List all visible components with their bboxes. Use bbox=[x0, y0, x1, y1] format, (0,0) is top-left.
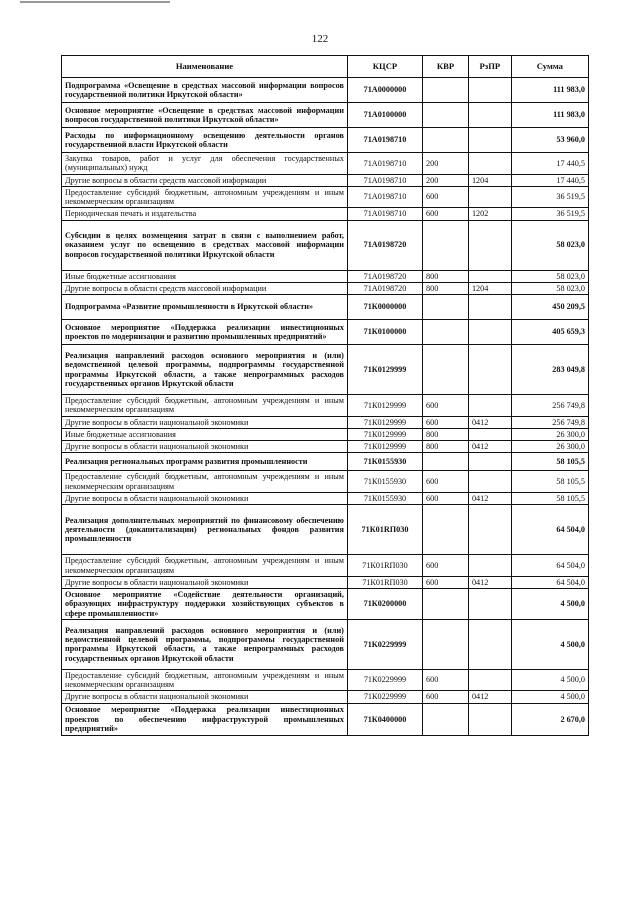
cell-kcsr: 71А0000000 bbox=[347, 78, 422, 103]
cell-rzpr bbox=[468, 295, 511, 320]
cell-name: Предоставление субсидий бюджетным, автономным учреждениям и иным некоммерческим организациям bbox=[62, 555, 348, 577]
cell-name: Подпрограмма «Развитие промышленности в Иркутской области» bbox=[62, 295, 348, 320]
cell-kcsr: 71А0198720 bbox=[347, 282, 422, 294]
cell-kvr bbox=[423, 703, 469, 735]
table-row bbox=[62, 416, 589, 428]
cell-kvr: 600 bbox=[423, 669, 469, 691]
cell-kvr: 800 bbox=[423, 270, 469, 282]
cell-name: Предоставление субсидий бюджетным, автономным учреждениям и иным некоммерческим организациям bbox=[62, 669, 348, 691]
cell-kvr: 600 bbox=[423, 576, 469, 588]
cell-rzpr bbox=[468, 345, 511, 395]
table-row bbox=[62, 471, 589, 493]
cell-kcsr: 71А0198710 bbox=[347, 208, 422, 220]
cell-kcsr: 71К0155930 bbox=[347, 453, 422, 471]
cell-sum: 64 504,0 bbox=[511, 576, 588, 588]
cell-kcsr: 71К0129999 bbox=[347, 441, 422, 453]
cell-name: Другие вопросы в области национальной экономики bbox=[62, 492, 348, 504]
table-row bbox=[62, 555, 589, 577]
header-name: Наименование bbox=[62, 56, 348, 78]
cell-sum: 53 960,0 bbox=[511, 128, 588, 153]
cell-name: Основное мероприятие «Поддержка реализации инвестиционных проектов по модернизации и развитию промышленных предприятий» bbox=[62, 320, 348, 345]
header-sum: Сумма bbox=[511, 56, 588, 78]
cell-kvr bbox=[423, 345, 469, 395]
cell-kvr bbox=[423, 103, 469, 128]
cell-kcsr: 71К0200000 bbox=[347, 589, 422, 620]
cell-kvr bbox=[423, 589, 469, 620]
cell-kvr bbox=[423, 619, 469, 669]
cell-kvr: 600 bbox=[423, 471, 469, 493]
cell-rzpr bbox=[468, 453, 511, 471]
cell-kcsr: 71К0129999 bbox=[347, 395, 422, 417]
cell-rzpr bbox=[468, 703, 511, 735]
cell-kcsr: 71К0000000 bbox=[347, 295, 422, 320]
scan-artifact-line bbox=[20, 1, 170, 3]
cell-rzpr bbox=[468, 555, 511, 577]
cell-sum: 450 209,5 bbox=[511, 295, 588, 320]
cell-kcsr: 71А0198710 bbox=[347, 186, 422, 208]
cell-kvr bbox=[423, 453, 469, 471]
cell-sum: 58 023,0 bbox=[511, 270, 588, 282]
table-header-row bbox=[62, 56, 589, 78]
table-row bbox=[62, 220, 589, 270]
cell-name: Реализация направлений расходов основного мероприятия и (или) ведомственной целевой программы, подпрограммы государственной программы Иркутской области, а также непрограммных расходов государственных органов Иркутской области bbox=[62, 345, 348, 395]
cell-kvr: 600 bbox=[423, 416, 469, 428]
cell-sum: 26 300,0 bbox=[511, 428, 588, 440]
cell-rzpr bbox=[468, 220, 511, 270]
cell-sum: 256 749,8 bbox=[511, 395, 588, 417]
cell-rzpr bbox=[468, 428, 511, 440]
cell-name: Субсидии в целях возмещения затрат в связи с выполнением работ, оказанием услуг по освещению в средствах массовой информации вопросов государственной политики Иркутской области bbox=[62, 220, 348, 270]
cell-kcsr: 71К0100000 bbox=[347, 320, 422, 345]
cell-name: Основное мероприятие «Содействие деятельности организаций, образующих инфраструктуру поддержки хозяйствующих субъектов в сфере промышленности» bbox=[62, 589, 348, 620]
cell-sum: 283 049,8 bbox=[511, 345, 588, 395]
cell-kcsr: 71А0198710 bbox=[347, 174, 422, 186]
cell-rzpr bbox=[468, 320, 511, 345]
cell-name: Реализация дополнительных мероприятий по финансовому обеспечению деятельности (докапитализации) региональных фондов развития промышленности bbox=[62, 505, 348, 555]
cell-kvr: 600 bbox=[423, 555, 469, 577]
cell-sum: 17 440,5 bbox=[511, 174, 588, 186]
cell-name: Закупка товаров, работ и услуг для обеспечения государственных (муниципальных) нужд bbox=[62, 153, 348, 175]
table-row bbox=[62, 282, 589, 294]
table-row bbox=[62, 103, 589, 128]
cell-sum: 58 105,5 bbox=[511, 471, 588, 493]
cell-rzpr: 0412 bbox=[468, 441, 511, 453]
cell-kvr: 800 bbox=[423, 428, 469, 440]
cell-rzpr bbox=[468, 270, 511, 282]
cell-rzpr bbox=[468, 471, 511, 493]
cell-rzpr: 0412 bbox=[468, 691, 511, 703]
cell-kcsr: 71К0229999 bbox=[347, 619, 422, 669]
cell-sum: 405 659,3 bbox=[511, 320, 588, 345]
cell-kvr bbox=[423, 320, 469, 345]
table-row bbox=[62, 619, 589, 669]
cell-name: Расходы по информационному освещению деятельности органов государственной власти Иркутской области bbox=[62, 128, 348, 153]
cell-kcsr: 71К0129999 bbox=[347, 345, 422, 395]
table-row bbox=[62, 395, 589, 417]
table-row bbox=[62, 691, 589, 703]
cell-rzpr bbox=[468, 128, 511, 153]
cell-name: Другие вопросы в области средств массовой информации bbox=[62, 174, 348, 186]
cell-kvr: 600 bbox=[423, 186, 469, 208]
table-row bbox=[62, 78, 589, 103]
table-row bbox=[62, 320, 589, 345]
cell-rzpr: 0412 bbox=[468, 416, 511, 428]
cell-sum: 4 500,0 bbox=[511, 691, 588, 703]
cell-kcsr: 71А0198710 bbox=[347, 128, 422, 153]
cell-kcsr: 71К0155930 bbox=[347, 492, 422, 504]
cell-kcsr: 71К0155930 bbox=[347, 471, 422, 493]
cell-kvr: 600 bbox=[423, 691, 469, 703]
cell-name: Предоставление субсидий бюджетным, автономным учреждениям и иным некоммерческим организациям bbox=[62, 395, 348, 417]
cell-rzpr bbox=[468, 153, 511, 175]
header-kcsr: КЦСР bbox=[347, 56, 422, 78]
cell-kcsr: 71К01RП030 bbox=[347, 555, 422, 577]
cell-sum: 111 983,0 bbox=[511, 78, 588, 103]
cell-sum: 4 500,0 bbox=[511, 589, 588, 620]
cell-kvr bbox=[423, 505, 469, 555]
cell-kvr: 600 bbox=[423, 208, 469, 220]
cell-name: Иные бюджетные ассигнования bbox=[62, 428, 348, 440]
cell-rzpr: 0412 bbox=[468, 492, 511, 504]
cell-kcsr: 71А0198720 bbox=[347, 220, 422, 270]
cell-kcsr: 71А0198720 bbox=[347, 270, 422, 282]
cell-name: Периодическая печать и издательства bbox=[62, 208, 348, 220]
cell-name: Предоставление субсидий бюджетным, автономным учреждениям и иным некоммерческим организациям bbox=[62, 471, 348, 493]
table-row bbox=[62, 428, 589, 440]
table-row bbox=[62, 295, 589, 320]
cell-kvr bbox=[423, 220, 469, 270]
cell-kcsr: 71К01RП030 bbox=[347, 576, 422, 588]
cell-name: Другие вопросы в области национальной экономики bbox=[62, 691, 348, 703]
cell-rzpr bbox=[468, 103, 511, 128]
table-body bbox=[62, 78, 589, 736]
cell-kvr: 800 bbox=[423, 441, 469, 453]
cell-rzpr bbox=[468, 395, 511, 417]
cell-kvr bbox=[423, 295, 469, 320]
cell-sum: 2 670,0 bbox=[511, 703, 588, 735]
cell-name: Основное мероприятие «Освещение в средствах массовой информации вопросов государственной политики Иркутской области» bbox=[62, 103, 348, 128]
cell-sum: 26 300,0 bbox=[511, 441, 588, 453]
table-row bbox=[62, 453, 589, 471]
cell-name: Другие вопросы в области национальной экономики bbox=[62, 576, 348, 588]
table-row bbox=[62, 669, 589, 691]
cell-rzpr bbox=[468, 669, 511, 691]
table-row bbox=[62, 270, 589, 282]
cell-sum: 4 500,0 bbox=[511, 669, 588, 691]
cell-rzpr bbox=[468, 505, 511, 555]
cell-rzpr bbox=[468, 78, 511, 103]
cell-rzpr bbox=[468, 186, 511, 208]
page-number: 122 bbox=[311, 33, 329, 45]
table-row bbox=[62, 174, 589, 186]
cell-name: Предоставление субсидий бюджетным, автономным учреждениям и иным некоммерческим организациям bbox=[62, 186, 348, 208]
cell-name: Другие вопросы в области средств массовой информации bbox=[62, 282, 348, 294]
cell-rzpr: 1204 bbox=[468, 282, 511, 294]
cell-kvr: 600 bbox=[423, 395, 469, 417]
table-row bbox=[62, 441, 589, 453]
cell-sum: 17 440,5 bbox=[511, 153, 588, 175]
cell-name: Основное мероприятие «Поддержка реализации инвестиционных проектов по обеспечению инфраструктурой промышленных предприятий» bbox=[62, 703, 348, 735]
cell-sum: 58 023,0 bbox=[511, 220, 588, 270]
cell-kvr bbox=[423, 78, 469, 103]
header-rzpr: РзПР bbox=[468, 56, 511, 78]
cell-kcsr: 71К0129999 bbox=[347, 428, 422, 440]
cell-sum: 36 519,5 bbox=[511, 208, 588, 220]
cell-name: Подпрограмма «Освещение в средствах массовой информации вопросов государственной политики Иркутской области» bbox=[62, 78, 348, 103]
cell-sum: 36 519,5 bbox=[511, 186, 588, 208]
cell-kvr: 200 bbox=[423, 153, 469, 175]
cell-kcsr: 71К0129999 bbox=[347, 416, 422, 428]
cell-rzpr: 1204 bbox=[468, 174, 511, 186]
cell-kvr: 800 bbox=[423, 282, 469, 294]
cell-kvr bbox=[423, 128, 469, 153]
cell-sum: 256 749,8 bbox=[511, 416, 588, 428]
cell-name: Реализация направлений расходов основного мероприятия и (или) ведомственной целевой программы, подпрограммы государственной программы Иркутской области, а также непрограммных расходов государственных органов Иркутской области bbox=[62, 619, 348, 669]
cell-name: Реализация региональных программ развития промышленности bbox=[62, 453, 348, 471]
table-row bbox=[62, 128, 589, 153]
table-row bbox=[62, 208, 589, 220]
cell-name: Другие вопросы в области национальной экономики bbox=[62, 416, 348, 428]
table-row bbox=[62, 703, 589, 735]
cell-rzpr: 0412 bbox=[468, 576, 511, 588]
cell-kcsr: 71А0100000 bbox=[347, 103, 422, 128]
cell-sum: 4 500,0 bbox=[511, 619, 588, 669]
cell-kcsr: 71А0198710 bbox=[347, 153, 422, 175]
cell-sum: 58 105,5 bbox=[511, 453, 588, 471]
cell-kcsr: 71К0229999 bbox=[347, 691, 422, 703]
table-row bbox=[62, 153, 589, 175]
cell-kcsr: 71К0229999 bbox=[347, 669, 422, 691]
cell-sum: 111 983,0 bbox=[511, 103, 588, 128]
cell-name: Другие вопросы в области национальной экономики bbox=[62, 441, 348, 453]
budget-table bbox=[61, 55, 589, 736]
cell-sum: 58 105,5 bbox=[511, 492, 588, 504]
table-row bbox=[62, 576, 589, 588]
table-row bbox=[62, 505, 589, 555]
cell-rzpr bbox=[468, 619, 511, 669]
table-row bbox=[62, 186, 589, 208]
cell-kvr: 200 bbox=[423, 174, 469, 186]
cell-kcsr: 71К01RП030 bbox=[347, 505, 422, 555]
cell-rzpr bbox=[468, 589, 511, 620]
cell-sum: 64 504,0 bbox=[511, 555, 588, 577]
cell-sum: 64 504,0 bbox=[511, 505, 588, 555]
table-row bbox=[62, 492, 589, 504]
cell-kvr: 600 bbox=[423, 492, 469, 504]
cell-name: Иные бюджетные ассигнования bbox=[62, 270, 348, 282]
table-row bbox=[62, 345, 589, 395]
header-kvr: КВР bbox=[423, 56, 469, 78]
cell-rzpr: 1202 bbox=[468, 208, 511, 220]
cell-sum: 58 023,0 bbox=[511, 282, 588, 294]
table-row bbox=[62, 589, 589, 620]
cell-kcsr: 71К0400000 bbox=[347, 703, 422, 735]
